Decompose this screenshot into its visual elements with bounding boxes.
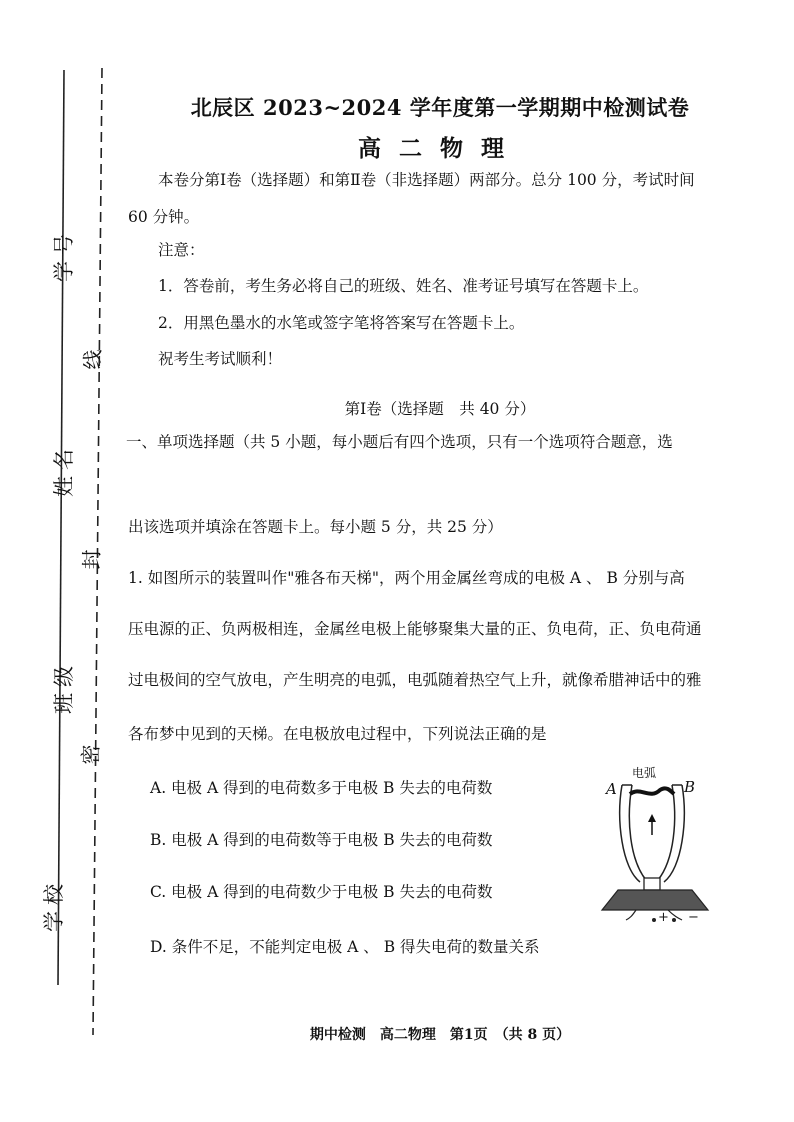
student-no-label: 学号: [52, 228, 76, 282]
section-heading: 第Ⅰ卷（选择题 共 40 分）: [344, 400, 536, 418]
electrode-a-label: A: [606, 780, 617, 798]
option-a: A. 电极 A 得到的电荷数多于电极 B 失去的电荷数: [150, 779, 493, 797]
arc-label: 电弧: [632, 766, 657, 780]
part-instruction-1: 一、单项选择题（共 5 小题，每小题后有四个选项，只有一个选项符合题意，选: [126, 433, 673, 451]
binding-solid-line: [58, 70, 64, 985]
intro-line-2: 60 分钟。: [128, 208, 200, 226]
seal-secret-char: 密: [78, 744, 103, 765]
option-b: B. 电极 A 得到的电荷数等于电极 B 失去的电荷数: [150, 831, 493, 849]
school-label: 学校: [42, 878, 66, 932]
notice-item-2: 2．用黑色墨水的水笔或签字笔将答案写在答题卡上。: [158, 314, 525, 332]
arrow-up-icon: [648, 814, 656, 822]
binding-lines: [0, 0, 140, 1060]
exam-subtitle: 高二物理: [358, 135, 522, 162]
question-stem-line-3: 过电极间的空气放电，产生明亮的电弧，电弧随着热空气上升，就像希腊神话中的雅: [128, 671, 702, 689]
name-label: 姓名: [52, 443, 76, 497]
device-base: [602, 890, 708, 910]
page-footer: 期中检测 高二物理 第1页 （共 8 页）: [309, 1027, 571, 1043]
electrode-b-label: B: [684, 778, 696, 796]
plus-terminal-label: +: [658, 910, 669, 925]
seal-seal-char: 封: [79, 549, 104, 570]
class-label: 班级: [52, 660, 76, 714]
notice-item-1: 1．答卷前，考生务必将自己的班级、姓名、准考证号填写在答题卡上。: [158, 277, 649, 295]
question-stem-line-4: 各布梦中见到的天梯。在电极放电过程中，下列说法正确的是: [128, 725, 547, 743]
good-luck-line: 祝考生考试顺利！: [158, 350, 283, 368]
minus-terminal-label: −: [688, 910, 699, 925]
exam-title: 北辰区 2023~2024 学年度第一学期期中检测试卷: [190, 95, 690, 120]
seal-line-char: 线: [80, 349, 105, 370]
question-stem-line-1: 1. 如图所示的装置叫作"雅各布天梯"，两个用金属丝弯成的电极 A 、 B 分别与高: [128, 569, 685, 587]
notice-heading: 注意：: [158, 241, 205, 259]
part-instruction-2: 出该选项并填涂在答题卡上。每小题 5 分，共 25 分）: [128, 518, 503, 536]
option-d: D. 条件不足，不能判定电极 A 、 B 得失电荷的数量关系: [150, 938, 540, 956]
question-stem-line-2: 压电源的正、负两极相连，金属丝电极上能够聚集大量的正、负电荷，正、负电荷通: [128, 620, 702, 638]
jacobs-ladder-figure: [596, 760, 726, 930]
intro-line-1: 本卷分第Ⅰ卷（选择题）和第Ⅱ卷（非选择题）两部分。总分 100 分，考试时间: [158, 171, 695, 189]
option-c: C. 电极 A 得到的电荷数少于电极 B 失去的电荷数: [150, 883, 493, 901]
arc-discharge: [630, 788, 674, 794]
